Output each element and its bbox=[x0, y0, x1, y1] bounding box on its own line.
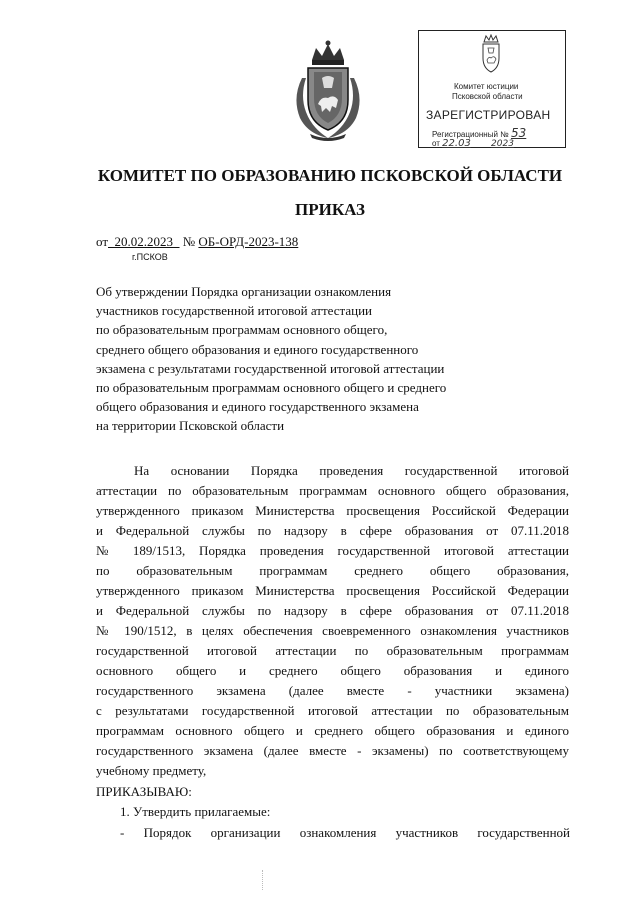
subject-line: на территории Псковской области bbox=[96, 418, 285, 434]
subject-line: экзамена с результатами государственной итоговой аттестации bbox=[96, 360, 445, 376]
body-line: и Федеральной службы по надзору в сфере образования от 07.11.2018 bbox=[96, 603, 569, 618]
body-line: государственного экзамена (далее вместе - экзамены) по соответствующему bbox=[96, 743, 569, 758]
page-mark bbox=[262, 870, 264, 890]
stamp-reg-number-label: Регистрационный № bbox=[432, 130, 509, 139]
stamp-date: 22.03 bbox=[442, 138, 471, 149]
body-line: по образовательным программам среднего общего образования, bbox=[96, 563, 569, 578]
number-sign: № bbox=[182, 234, 196, 249]
order-body bbox=[96, 461, 569, 781]
order-item-2: - Порядок организации ознакомления участников государственной bbox=[120, 825, 570, 840]
subject-line: по образовательным программам основного общего, bbox=[96, 322, 388, 338]
body-line: с результатами государственной итоговой аттестации по образовательным bbox=[96, 703, 569, 718]
body-line: № 189/1513, Порядка проведения государственной итоговой аттестации bbox=[96, 543, 569, 558]
stamp-emblem-icon bbox=[476, 34, 506, 74]
stamp-authority-line2: Псковской области bbox=[452, 92, 523, 101]
stamp-registered-label: ЗАРЕГИСТРИРОВАН bbox=[426, 108, 551, 122]
order-date: 20.02.2023 bbox=[114, 234, 174, 249]
body-line: аттестации по образовательным программам основного общего образования, bbox=[96, 483, 569, 498]
date-number-line bbox=[96, 234, 298, 250]
body-line: утвержденного приказом Министерства просвещения Российской Федерации bbox=[96, 503, 569, 518]
stamp-reg-number: 53 bbox=[510, 126, 527, 140]
subject-line: среднего общего образования и единого государственного bbox=[96, 341, 419, 357]
body-line: программам основного общего и среднего общего образования и единого bbox=[96, 723, 569, 738]
body-line: государственного экзамена (далее вместе - участники экзамена) bbox=[96, 683, 569, 698]
committee-title: КОМИТЕТ ПО ОБРАЗОВАНИЮ ПСКОВСКОЙ ОБЛАСТИ bbox=[97, 166, 563, 185]
order-directive-word: ПРИКАЗЫВАЮ: bbox=[96, 784, 192, 799]
order-item-1: 1. Утвердить прилагаемые: bbox=[120, 804, 271, 819]
coat-of-arms-emblem bbox=[288, 38, 368, 142]
body-line: государственной итоговой аттестации по образовательным программам bbox=[96, 643, 569, 658]
subject-line: Об утверждении Порядка организации ознакомления bbox=[96, 284, 392, 299]
body-line: № 190/1512, в целях обеспечения своевременного ознакомления участников bbox=[96, 623, 569, 638]
city-label: г.ПСКОВ bbox=[132, 252, 168, 262]
stamp-date-label: от bbox=[432, 139, 440, 148]
subject-line: по образовательным программам основного общего и среднего bbox=[96, 380, 447, 396]
body-line-last: учебному предмету, bbox=[96, 763, 207, 778]
subject-line: участников государственной итоговой аттестации bbox=[96, 303, 372, 319]
body-line: На основании Порядка проведения государственной итоговой bbox=[134, 463, 569, 478]
stamp-year: 2023 bbox=[491, 139, 514, 149]
order-subject bbox=[96, 282, 446, 436]
order-number: ОБ-ОРД-2023-138 bbox=[198, 234, 299, 249]
body-line: и Федеральной службы по надзору в сфере образования от 07.11.2018 bbox=[96, 523, 569, 538]
body-line: утвержденного приказом Министерства просвещения Российской Федерации bbox=[96, 583, 569, 598]
body-line: основного общего и среднего общего образования и единого bbox=[96, 663, 569, 678]
subject-line: общего образования и единого государственного экзамена bbox=[96, 399, 419, 415]
stamp-date-row bbox=[432, 138, 514, 149]
stamp-authority-line1: Комитет юстиции bbox=[454, 82, 519, 91]
date-prefix: от bbox=[96, 234, 109, 249]
document-type: ПРИКАЗ bbox=[295, 200, 365, 219]
